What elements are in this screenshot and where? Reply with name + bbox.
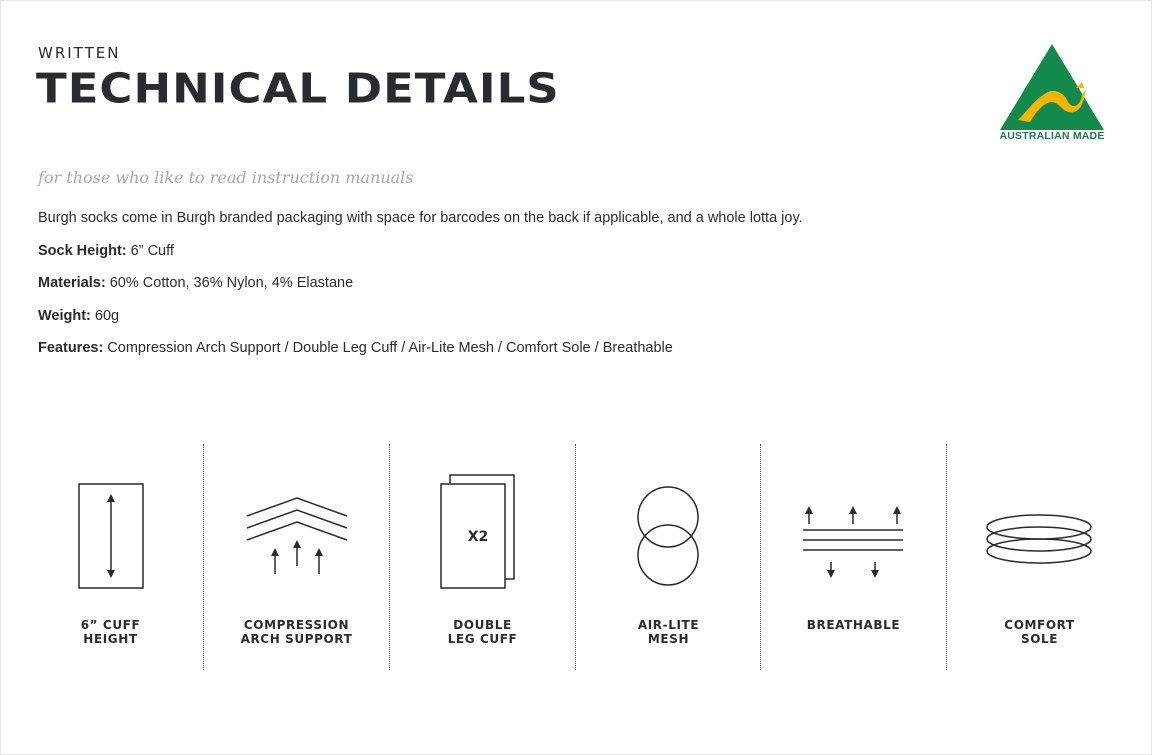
spec-value: Compression Arch Support / Double Leg Cuff / Air-Lite Mesh / Comfort Sole / Breathable: [103, 340, 673, 356]
feature-mesh: [576, 444, 761, 670]
feature-label: [761, 618, 946, 632]
subtitle: for those who like to read instruction manuals: [38, 168, 414, 187]
spec-label: Sock Height:: [38, 243, 127, 259]
page-title: TECHNICAL DETAILS: [36, 64, 560, 113]
logo-caption: AUSTRALIAN MADE: [999, 130, 1105, 142]
feature-double-cuff: [390, 444, 575, 670]
kangaroo-ear: [1076, 82, 1084, 88]
spec-features: [38, 340, 673, 356]
spec-value: 60% Cotton, 36% Nylon, 4% Elastane: [105, 275, 354, 291]
feature-label-line1: COMPRESSION: [243, 618, 350, 632]
feature-label-line2: SOLE: [1020, 632, 1059, 646]
logo-triangle: [1000, 44, 1104, 130]
feature-label-line2: MESH: [647, 632, 690, 646]
spec-label: Materials:: [38, 275, 106, 291]
spec-weight: [38, 308, 119, 324]
feature-arch-support: [204, 444, 389, 670]
cuff-height-icon: [18, 474, 203, 614]
spec-label: Features:: [38, 340, 104, 356]
feature-comfort-sole: [947, 444, 1132, 670]
feature-label-line1: COMFORT: [1004, 618, 1075, 632]
feature-label: [18, 618, 203, 646]
feature-label: [390, 618, 575, 646]
spec-materials: [38, 275, 353, 291]
feature-label: [576, 618, 761, 646]
eyebrow-label: WRITTEN: [38, 44, 121, 62]
breathable-icon: [761, 474, 946, 614]
intro-text: Burgh socks come in Burgh branded packaging with space for barcodes on the back if applicable, and a whole lotta joy.: [38, 210, 803, 226]
feature-label-line1: AIR-LITE: [637, 618, 700, 632]
spec-value: 60g: [90, 308, 120, 324]
feature-label-line2: LEG CUFF: [447, 632, 518, 646]
arch-support-icon: [204, 474, 389, 614]
features-row: [18, 444, 1132, 670]
feature-label-line2: ARCH SUPPORT: [240, 632, 353, 646]
spec-value: 6” Cuff: [126, 243, 174, 259]
spec-label: Weight:: [38, 308, 91, 324]
feature-label: [204, 618, 389, 646]
feature-label-line1: 6” CUFF: [80, 618, 141, 632]
feature-label-line1: BREATHABLE: [806, 618, 901, 632]
feature-label-line2: HEIGHT: [83, 632, 138, 646]
comfort-sole-icon: [947, 474, 1132, 614]
mesh-icon: [576, 474, 761, 614]
spec-sock-height: [38, 243, 174, 259]
double-cuff-icon: [390, 474, 575, 614]
feature-breathable: [761, 444, 946, 670]
feature-label: [947, 618, 1132, 646]
feature-label-line1: DOUBLE: [453, 618, 512, 632]
feature-cuff-height: [18, 444, 203, 670]
double-cuff-badge: X2: [467, 529, 489, 545]
